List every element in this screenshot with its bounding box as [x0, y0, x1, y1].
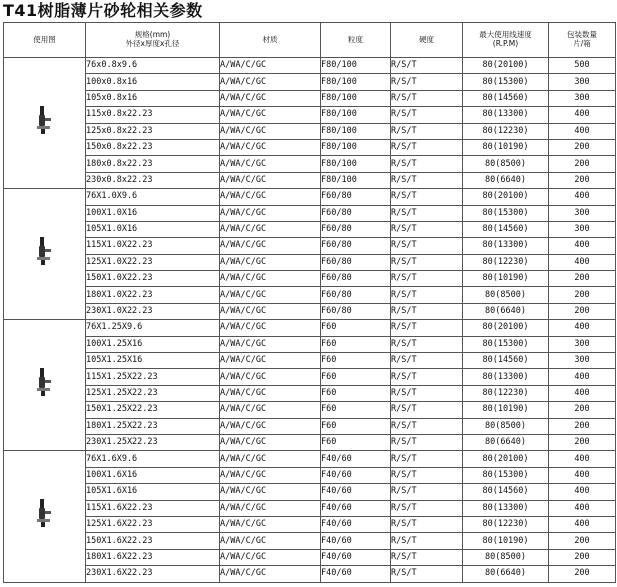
cell-material: A/WA/C/GC [220, 320, 321, 336]
cell-pack: 400 [549, 484, 616, 500]
cell-hardness: R/S/T [391, 385, 463, 401]
cell-material: A/WA/C/GC [220, 418, 321, 434]
cell-grit: F60 [321, 385, 391, 401]
cell-speed: 80(8500) [463, 156, 549, 172]
cell-pack: 200 [549, 402, 616, 418]
cell-material: A/WA/C/GC [220, 533, 321, 549]
cell-material: A/WA/C/GC [220, 467, 321, 483]
cell-pack: 200 [549, 566, 616, 582]
cell-grit: F60 [321, 434, 391, 450]
cell-hardness: R/S/T [391, 156, 463, 172]
cell-speed: 80(20100) [463, 58, 549, 74]
cell-grit: F40/60 [321, 500, 391, 516]
header-spec-line1: 规格(mm) [134, 30, 171, 40]
cell-material: A/WA/C/GC [220, 107, 321, 123]
cell-pack: 400 [549, 254, 616, 270]
cell-pack: 400 [549, 500, 616, 516]
cell-material: A/WA/C/GC [220, 369, 321, 385]
cell-hardness: R/S/T [391, 287, 463, 303]
cell-pack: 200 [549, 156, 616, 172]
cell-pack: 200 [549, 533, 616, 549]
cell-spec: 115X1.0X22.23 [86, 238, 220, 254]
cell-spec: 76X1.25X9.6 [86, 320, 220, 336]
cell-speed: 80(10190) [463, 533, 549, 549]
table-row [4, 303, 616, 319]
table-row [4, 287, 616, 303]
cell-material: A/WA/C/GC [220, 74, 321, 90]
cell-pack: 200 [549, 139, 616, 155]
cell-speed: 80(8500) [463, 549, 549, 565]
table-row [4, 271, 616, 287]
cell-pack: 400 [549, 123, 616, 139]
table-row [4, 189, 616, 205]
cell-hardness: R/S/T [391, 205, 463, 221]
cell-hardness: R/S/T [391, 369, 463, 385]
cell-grit: F60/80 [321, 238, 391, 254]
cell-speed: 80(13300) [463, 107, 549, 123]
cell-grit: F60 [321, 369, 391, 385]
cell-pack: 400 [549, 369, 616, 385]
cell-grit: F40/60 [321, 451, 391, 467]
cell-grit: F40/60 [321, 549, 391, 565]
header-material: 材质 [220, 23, 321, 58]
cell-spec: 105x0.8x16 [86, 90, 220, 106]
cell-spec: 230X1.25X22.23 [86, 434, 220, 450]
cell-hardness: R/S/T [391, 107, 463, 123]
cell-hardness: R/S/T [391, 254, 463, 270]
table-row [4, 58, 616, 74]
cell-pack: 500 [549, 58, 616, 74]
table-row [4, 156, 616, 172]
table-row [4, 418, 616, 434]
table-row [4, 353, 616, 369]
cell-speed: 80(15300) [463, 74, 549, 90]
cell-speed: 80(12230) [463, 254, 549, 270]
cell-material: A/WA/C/GC [220, 287, 321, 303]
cell-material: A/WA/C/GC [220, 549, 321, 565]
cell-spec: 150X1.6X22.23 [86, 533, 220, 549]
header-spec-line2: 外径x厚度x孔径 [125, 39, 180, 48]
cell-spec: 180X1.0X22.23 [86, 287, 220, 303]
table-row [4, 254, 616, 270]
header-pack [549, 23, 616, 58]
cell-spec: 125X1.6X22.23 [86, 516, 220, 532]
cell-hardness: R/S/T [391, 533, 463, 549]
cell-spec: 230x0.8x22.23 [86, 172, 220, 188]
cell-material: A/WA/C/GC [220, 336, 321, 352]
cell-grit: F80/100 [321, 90, 391, 106]
cell-hardness: R/S/T [391, 189, 463, 205]
cell-spec: 150x0.8x22.23 [86, 139, 220, 155]
table-row [4, 172, 616, 188]
table-row [4, 566, 616, 582]
cell-spec: 115x0.8x22.23 [86, 107, 220, 123]
cell-speed: 80(6640) [463, 303, 549, 319]
cell-material: A/WA/C/GC [220, 516, 321, 532]
cell-pack: 200 [549, 418, 616, 434]
cell-hardness: R/S/T [391, 58, 463, 74]
cell-pack: 300 [549, 205, 616, 221]
cell-pack: 400 [549, 467, 616, 483]
cell-hardness: R/S/T [391, 320, 463, 336]
cell-hardness: R/S/T [391, 221, 463, 237]
cell-spec: 180x0.8x22.23 [86, 156, 220, 172]
header-pack-line2: 片/箱 [573, 39, 591, 48]
cell-material: A/WA/C/GC [220, 156, 321, 172]
cell-spec: 115X1.6X22.23 [86, 500, 220, 516]
cell-speed: 80(15300) [463, 467, 549, 483]
cell-spec: 180X1.6X22.23 [86, 549, 220, 565]
table-row [4, 107, 616, 123]
cell-grit: F60/80 [321, 254, 391, 270]
table-body [4, 58, 616, 583]
cell-spec: 125x0.8x22.23 [86, 123, 220, 139]
cell-pack: 400 [549, 516, 616, 532]
table-row [4, 221, 616, 237]
angle-grinder-icon [37, 127, 53, 137]
cell-spec: 180X1.25X22.23 [86, 418, 220, 434]
cell-spec: 150X1.0X22.23 [86, 271, 220, 287]
table-row [4, 205, 616, 221]
cell-hardness: R/S/T [391, 303, 463, 319]
cell-material: A/WA/C/GC [220, 189, 321, 205]
table-row [4, 139, 616, 155]
cell-hardness: R/S/T [391, 139, 463, 155]
header-grit: 粒度 [321, 23, 391, 58]
cell-material: A/WA/C/GC [220, 434, 321, 450]
cell-pack: 300 [549, 90, 616, 106]
cell-hardness: R/S/T [391, 74, 463, 90]
cell-pack: 200 [549, 303, 616, 319]
cell-spec: 100X1.6X16 [86, 467, 220, 483]
cell-material: A/WA/C/GC [220, 123, 321, 139]
cell-hardness: R/S/T [391, 500, 463, 516]
header-speed-line1: 最大使用线速度 [479, 30, 532, 40]
cell-material: A/WA/C/GC [220, 172, 321, 188]
cell-pack: 200 [549, 434, 616, 450]
cell-pack: 300 [549, 74, 616, 90]
cell-pack: 400 [549, 320, 616, 336]
table-row [4, 533, 616, 549]
cell-hardness: R/S/T [391, 353, 463, 369]
table-row [4, 451, 616, 467]
cell-spec: 230X1.6X22.23 [86, 566, 220, 582]
table-row [4, 336, 616, 352]
cell-grit: F40/60 [321, 467, 391, 483]
cell-pack: 200 [549, 172, 616, 188]
cell-grit: F80/100 [321, 58, 391, 74]
cell-hardness: R/S/T [391, 451, 463, 467]
table-row [4, 320, 616, 336]
cell-speed: 80(14560) [463, 90, 549, 106]
cell-hardness: R/S/T [391, 238, 463, 254]
cell-spec: 150X1.25X22.23 [86, 402, 220, 418]
cell-pack: 200 [549, 549, 616, 565]
cell-hardness: R/S/T [391, 172, 463, 188]
cell-spec: 76x0.8x9.6 [86, 58, 220, 74]
cell-speed: 80(12230) [463, 123, 549, 139]
cell-spec: 100X1.25X16 [86, 336, 220, 352]
table-row [4, 90, 616, 106]
cell-grit: F60 [321, 353, 391, 369]
cell-hardness: R/S/T [391, 336, 463, 352]
cell-speed: 80(20100) [463, 189, 549, 205]
cell-pack: 200 [549, 287, 616, 303]
cell-speed: 80(20100) [463, 320, 549, 336]
table-row [4, 434, 616, 450]
cell-grit: F80/100 [321, 172, 391, 188]
cell-grit: F60 [321, 402, 391, 418]
cell-hardness: R/S/T [391, 549, 463, 565]
table-row [4, 549, 616, 565]
cell-material: A/WA/C/GC [220, 254, 321, 270]
cell-grit: F60 [321, 336, 391, 352]
cell-hardness: R/S/T [391, 566, 463, 582]
usage-image-cell [4, 58, 86, 189]
cell-grit: F60/80 [321, 287, 391, 303]
table-row [4, 467, 616, 483]
cell-grit: F40/60 [321, 566, 391, 582]
cell-speed: 80(12230) [463, 516, 549, 532]
cell-grit: F80/100 [321, 123, 391, 139]
header-spec [86, 23, 220, 58]
cell-pack: 300 [549, 221, 616, 237]
cell-speed: 80(13300) [463, 500, 549, 516]
cell-speed: 80(8500) [463, 287, 549, 303]
cell-grit: F80/100 [321, 139, 391, 155]
table-header-row [4, 23, 616, 58]
angle-grinder-icon [37, 258, 53, 268]
cell-grit: F40/60 [321, 516, 391, 532]
cell-material: A/WA/C/GC [220, 303, 321, 319]
table-row [4, 516, 616, 532]
cell-material: A/WA/C/GC [220, 484, 321, 500]
cell-material: A/WA/C/GC [220, 90, 321, 106]
cell-grit: F60/80 [321, 189, 391, 205]
cell-speed: 80(10190) [463, 402, 549, 418]
cell-spec: 230X1.0X22.23 [86, 303, 220, 319]
cell-pack: 300 [549, 336, 616, 352]
table-row [4, 369, 616, 385]
cell-speed: 80(14560) [463, 221, 549, 237]
cell-pack: 400 [549, 107, 616, 123]
table-row [4, 402, 616, 418]
cell-material: A/WA/C/GC [220, 451, 321, 467]
table-row [4, 500, 616, 516]
cell-spec: 76X1.6X9.6 [86, 451, 220, 467]
header-speed [463, 23, 549, 58]
cell-grit: F60/80 [321, 205, 391, 221]
header-usage: 使用图 [4, 23, 86, 58]
cell-hardness: R/S/T [391, 123, 463, 139]
cell-material: A/WA/C/GC [220, 500, 321, 516]
cell-grit: F40/60 [321, 484, 391, 500]
cell-grit: F80/100 [321, 74, 391, 90]
cell-speed: 80(6640) [463, 434, 549, 450]
cell-grit: F80/100 [321, 156, 391, 172]
cell-spec: 105X1.25X16 [86, 353, 220, 369]
cell-speed: 80(15300) [463, 205, 549, 221]
cell-material: A/WA/C/GC [220, 385, 321, 401]
cell-spec: 125X1.25X22.23 [86, 385, 220, 401]
cell-hardness: R/S/T [391, 434, 463, 450]
cell-pack: 200 [549, 271, 616, 287]
cell-material: A/WA/C/GC [220, 402, 321, 418]
cell-grit: F60/80 [321, 271, 391, 287]
cell-material: A/WA/C/GC [220, 566, 321, 582]
spec-table [3, 22, 616, 583]
cell-material: A/WA/C/GC [220, 139, 321, 155]
usage-image-cell [4, 189, 86, 320]
header-speed-line2: (R.P.M) [492, 39, 519, 48]
cell-spec: 125X1.0X22.23 [86, 254, 220, 270]
cell-material: A/WA/C/GC [220, 205, 321, 221]
usage-image-cell [4, 451, 86, 582]
cell-spec: 76X1.0X9.6 [86, 189, 220, 205]
cell-spec: 105X1.6X16 [86, 484, 220, 500]
cell-material: A/WA/C/GC [220, 271, 321, 287]
cell-hardness: R/S/T [391, 484, 463, 500]
cell-hardness: R/S/T [391, 271, 463, 287]
cell-speed: 80(15300) [463, 336, 549, 352]
table-row [4, 74, 616, 90]
table-row [4, 123, 616, 139]
cell-material: A/WA/C/GC [220, 58, 321, 74]
cell-speed: 80(10190) [463, 271, 549, 287]
cell-speed: 80(13300) [463, 369, 549, 385]
cell-grit: F60/80 [321, 221, 391, 237]
cell-hardness: R/S/T [391, 418, 463, 434]
cell-speed: 80(12230) [463, 385, 549, 401]
cell-pack: 400 [549, 238, 616, 254]
cell-pack: 400 [549, 451, 616, 467]
table-row [4, 484, 616, 500]
cell-grit: F80/100 [321, 107, 391, 123]
cell-material: A/WA/C/GC [220, 238, 321, 254]
cell-speed: 80(6640) [463, 172, 549, 188]
cell-hardness: R/S/T [391, 516, 463, 532]
angle-grinder-icon [37, 389, 53, 399]
cell-speed: 80(13300) [463, 238, 549, 254]
cell-spec: 115X1.25X22.23 [86, 369, 220, 385]
cell-speed: 80(14560) [463, 484, 549, 500]
angle-grinder-icon [37, 520, 53, 530]
cell-pack: 400 [549, 385, 616, 401]
cell-grit: F60 [321, 418, 391, 434]
cell-hardness: R/S/T [391, 402, 463, 418]
page-title: T41树脂薄片砂轮相关参数 [3, 1, 203, 20]
cell-speed: 80(20100) [463, 451, 549, 467]
cell-spec: 105X1.0X16 [86, 221, 220, 237]
header-hardness: 硬度 [391, 23, 463, 58]
cell-grit: F40/60 [321, 533, 391, 549]
cell-speed: 80(8500) [463, 418, 549, 434]
cell-material: A/WA/C/GC [220, 353, 321, 369]
header-pack-line1: 包装数量 [567, 30, 597, 40]
cell-pack: 400 [549, 189, 616, 205]
cell-speed: 80(6640) [463, 566, 549, 582]
cell-grit: F60/80 [321, 303, 391, 319]
cell-hardness: R/S/T [391, 467, 463, 483]
usage-image-cell [4, 320, 86, 451]
cell-material: A/WA/C/GC [220, 221, 321, 237]
cell-spec: 100x0.8x16 [86, 74, 220, 90]
table-row [4, 238, 616, 254]
cell-hardness: R/S/T [391, 90, 463, 106]
cell-pack: 300 [549, 353, 616, 369]
cell-speed: 80(10190) [463, 139, 549, 155]
table-row [4, 385, 616, 401]
cell-grit: F60 [321, 320, 391, 336]
cell-speed: 80(14560) [463, 353, 549, 369]
cell-spec: 100X1.0X16 [86, 205, 220, 221]
